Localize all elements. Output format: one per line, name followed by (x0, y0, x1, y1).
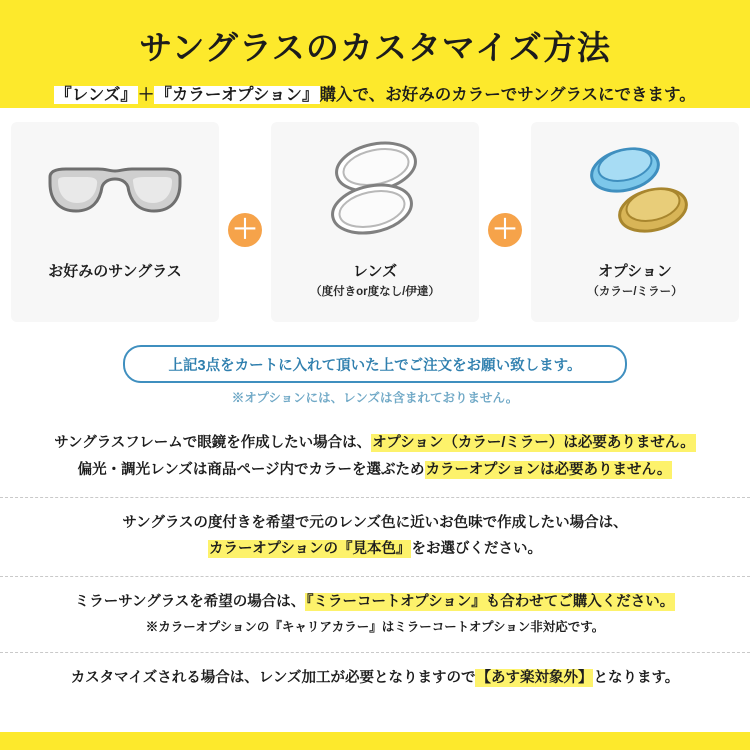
info-line (0, 536, 750, 563)
subtitle-highlight: 『カラーオプション』 (155, 86, 319, 104)
highlighted-text: オプション（カラー/ミラー）は必要ありません。 (372, 435, 695, 451)
page-title: サングラスのカスタマイズ方法 (139, 29, 611, 66)
info-line (0, 430, 750, 457)
highlighted-text: 【あす楽対象外】 (476, 670, 593, 687)
plus-icon-1: ＋ (228, 213, 262, 247)
cards-row (0, 122, 750, 322)
card-sunglasses (11, 122, 219, 322)
info-line (0, 589, 750, 616)
order-instruction-pill: 上記3点をカートに入れて頂いた上でご注文をお願い致します。 (123, 345, 627, 383)
plain-text: ミラーサングラスを希望の場合は、 (74, 594, 306, 611)
card-label: オプション (598, 263, 672, 280)
plain-text: となります。 (593, 670, 680, 687)
card-label: レンズ (352, 263, 398, 280)
info-block (0, 576, 750, 652)
info-blocks (0, 418, 750, 705)
highlighted-text: カラーオプションの『見本色』 (209, 541, 411, 558)
info-block (0, 652, 750, 705)
card-label: お好みのサングラス (48, 263, 182, 280)
highlighted-text: 『ミラーコートオプション』も合わせてご購入ください。 (306, 594, 675, 611)
info-block (0, 418, 750, 497)
plain-text: サングラスの度付きを希望で元のレンズ色に近いお色味で作成したい場合は、 (122, 514, 628, 531)
header (0, 0, 750, 105)
color-option-icon (531, 122, 739, 262)
bottom-yellow-band (0, 732, 750, 750)
sunglasses-icon (11, 122, 219, 262)
plain-text: 偏光・調光レンズは商品ページ内でカラーを選ぶため (77, 461, 425, 478)
card-caption (271, 262, 479, 301)
plain-text: カスタマイズされる場合は、レンズ加工が必要となりますので (70, 670, 476, 687)
plus-icon-2: ＋ (488, 213, 522, 247)
card-caption (531, 262, 739, 301)
card-options (531, 122, 739, 322)
info-line (0, 510, 750, 537)
info-line (0, 457, 750, 484)
info-line (0, 665, 750, 692)
subtitle-highlight: 『レンズ』 (55, 86, 137, 104)
option-note: ※オプションには、レンズは含まれておりません。 (231, 391, 519, 405)
info-line (0, 616, 750, 639)
page-subtitle (0, 69, 750, 105)
card-caption (11, 262, 219, 282)
highlighted-text: カラーオプションは必要ありません。 (425, 461, 672, 478)
info-block (0, 497, 750, 577)
subtitle-text: 購入で、お好みのカラーでサングラスにできます。 (319, 86, 696, 104)
plain-text: をお選びください。 (411, 541, 542, 558)
card-lenses (271, 122, 479, 322)
card-sublabel: （カラー/ミラー） (587, 286, 683, 299)
plain-text: ※カラーオプションの『キャリアカラー』はミラーコートオプション非対応です。 (145, 620, 605, 635)
plain-text: サングラスフレームで眼鏡を作成したい場合は、 (54, 435, 372, 451)
subtitle-text: ＋ (137, 86, 155, 104)
card-sublabel: （度付きor度なし/伊達） (310, 286, 440, 299)
lenses-icon (271, 122, 479, 262)
